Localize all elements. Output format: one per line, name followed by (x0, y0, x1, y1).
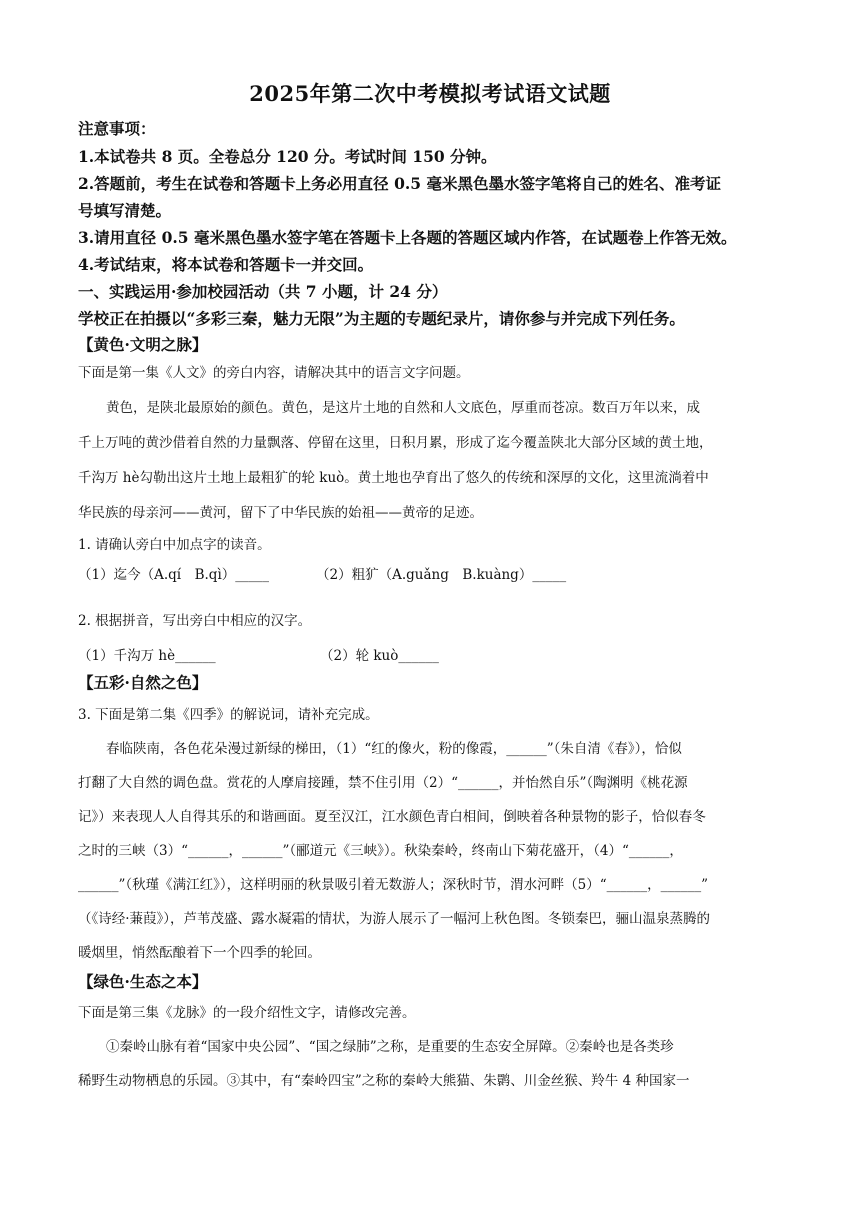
notice-heading: 注意事项： (78, 119, 156, 138)
part1-heading: 一、实践运用·参加校园活动（共 7 小题，计 24 分） (78, 282, 448, 301)
question-3: 3. 下面是第二集《四季》的解说词，请补充完成。 (78, 707, 379, 723)
passage-line: 之时的三峡（3）“______，______”（郦道元《三峡》）。秋染秦岭，终南山下菊花盛开，（4）“______， (78, 843, 683, 859)
question-1: 1. 请确认旁白中加点字的读音。 (78, 537, 271, 553)
passage-line: 暖烟里，悄然酝酿着下一个四季的轮回。 (78, 945, 321, 961)
passage-line: 春临陕南，各色花朵漫过新绿的梯田，（1）“红的像火，粉的像霞，______”（朱自清《春》），恰似 (106, 741, 682, 757)
passage-line: 黄色，是陕北最原始的颜色。黄色，是这片土地的自然和人文底色，厚重而苍凉。数百万年以来，成 (106, 400, 700, 416)
section-lead: 下面是第一集《人文》的旁白内容，请解决其中的语言文字问题。 (78, 365, 470, 381)
notice-item: 3.请用直径 0.5 毫米黑色墨水签字笔在答题卡上各题的答题区域内作答，在试题卷上作答无效。 (78, 228, 737, 247)
passage-line: ①秦岭山脉有着“国家中央公园”、“国之绿肺”之称，是重要的生态安全屏障。②秦岭也是各类珍 (106, 1039, 674, 1055)
section-heading-five-colors: 【五彩·自然之色】 (78, 673, 208, 692)
notice-item: 1.本试卷共 8 页。全卷总分 120 分。考试时间 150 分钟。 (78, 147, 497, 166)
section-lead: 下面是第三集《龙脉》的一段介绍性文字，请修改完善。 (78, 1005, 416, 1021)
question-2-b: （2）轮 kuò______ (320, 648, 439, 664)
passage-line: 稀野生动物栖息的乐园。③其中，有“秦岭四宝”之称的秦岭大熊猫、朱鹮、川金丝猴、羚牛 4 种国家一 (78, 1073, 690, 1089)
passage-line: 打翻了大自然的调色盘。赏花的人摩肩接踵，禁不住引用（2）“______，并怡然自乐”（陶渊明《桃花源 (78, 775, 688, 791)
question-2: 2. 根据拼音，写出旁白中相应的汉字。 (78, 613, 312, 629)
passage-line: ______”（秋瑾《满江红》），这样明丽的秋景吸引着无数游人；深秋时节，渭水河畔（5）“______，______” (78, 877, 709, 893)
part1-intro: 学校正在拍摄以“多彩三秦，魅力无限”为主题的专题纪录片，请你参与并完成下列任务。 (78, 309, 685, 328)
passage-line: 千沟万 hè勾勒出这片土地上最粗犷的轮 kuò。黄土地也孕育出了悠久的传统和深厚的文化，这里流淌着中 (78, 470, 709, 486)
section-heading-yellow: 【黄色·文明之脉】 (78, 335, 208, 354)
notice-item: 4.考试结束，将本试卷和答题卡一并交回。 (78, 255, 374, 274)
notice-item: 2.答题前，考生在试卷和答题卡上务必用直径 0.5 毫米黑色墨水签字笔将自己的姓名、准考证 (78, 174, 721, 193)
passage-line: 华民族的母亲河——黄河，留下了中华民族的始祖——黄帝的足迹。 (78, 505, 483, 521)
question-2-a: （1）千沟万 hè______ (78, 648, 216, 664)
passage-line: 千上万吨的黄沙借着自然的力量飘落、停留在这里，日积月累，形成了迄今覆盖陕北大部分区域的黄土地， (78, 435, 713, 451)
passage-line: 记》）来表现人人自得其乐的和谐画面。夏至汉江，江水颜色青白相间，倒映着各种景物的影子，恰似春冬 (78, 809, 706, 825)
passage-line: （《诗经·蒹葭》），芦苇茂盛、露水凝霜的情状，为游人展示了一幅河上秋色图。冬锁秦巴，骊山温泉蒸腾的 (78, 911, 711, 927)
question-1-b: （2）粗犷（A.guǎng B.kuàng）_____ (316, 567, 567, 583)
section-heading-green: 【绿色·生态之本】 (78, 972, 208, 991)
page-title: 2025年第二次中考模拟考试语文试题 (249, 81, 611, 106)
question-1-a: （1）迄今（A.qí B.qì）_____ (78, 567, 270, 583)
notice-item: 号填写清楚。 (78, 201, 172, 220)
